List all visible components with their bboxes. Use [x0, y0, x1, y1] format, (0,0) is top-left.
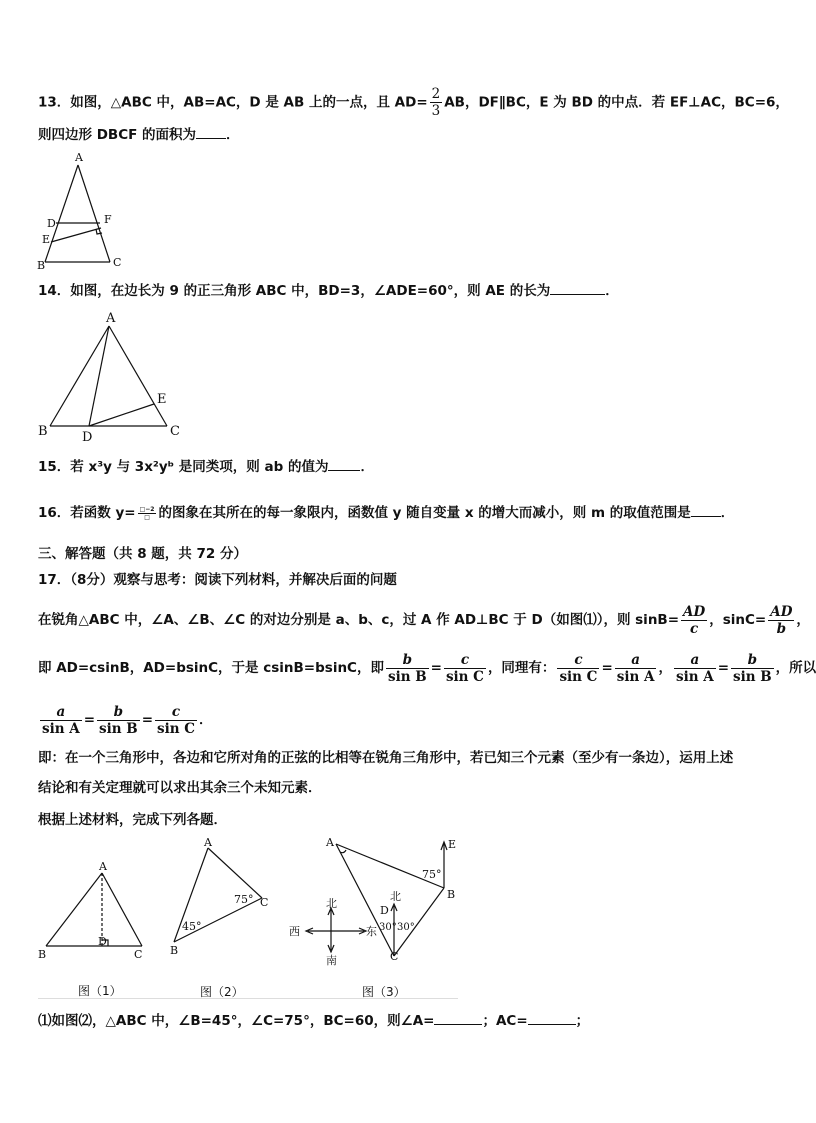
fig17-1-label-C: C [134, 948, 143, 961]
q13-fraction [430, 86, 443, 119]
q17-sub1-ac-blank[interactable] [528, 1010, 576, 1025]
period: ． [199, 712, 213, 728]
fig17-3-angle-B-75: 75° [422, 868, 442, 881]
fig13-triangle-diagram [30, 150, 140, 270]
fig14-label-B: B [38, 424, 48, 439]
fig17-3-angle-mark-A [340, 850, 346, 853]
equals: = [430, 660, 442, 676]
fig17-3-label-A: A [326, 836, 334, 849]
equals: = [141, 712, 153, 728]
q17-para3 [38, 702, 213, 738]
fig17-2-label-A: A [204, 836, 212, 849]
fig14-side-AC [109, 326, 167, 426]
q16-text-b: 的图象在其所在的每一象限内，函数值 y 随自变量 x 的增大而减小，则 m 的取值范围是 [158, 505, 691, 521]
q15-line [38, 456, 374, 477]
fig17-1-caption: 图（1） [78, 984, 122, 998]
frac-num: a [674, 652, 716, 669]
fig13-segment-EF [51, 228, 101, 242]
fig17-3-side-AC [336, 844, 394, 956]
q16-fraction [138, 506, 157, 521]
fig13-label-F: F [104, 213, 112, 226]
fig17-2-label-C: C [260, 896, 269, 909]
fig17-1-side-AC [102, 873, 142, 946]
fig13-label-D: D [47, 217, 56, 230]
q17-sub1-end: ； [575, 1013, 590, 1029]
frac-num: b [386, 652, 429, 669]
q17-p2-similarly: ，同理有： [487, 660, 556, 676]
q17-p1-text: 在锐角△ABC 中，∠A、∠B、∠C 的对边分别是 a、b、c，过 A 作 AD⊥BC 于 D（如图⑴），则 sinB= [38, 612, 680, 628]
frac-den: c [690, 620, 699, 637]
equals: = [717, 660, 729, 676]
q17-p2-frac6 [731, 652, 774, 685]
q17-p1-end: ， [796, 612, 810, 628]
frac-den: sin C [445, 668, 484, 685]
fig17-2-caption: 图（2） [200, 985, 244, 999]
frac-den: sin A [616, 668, 655, 685]
frac-den: sin B [733, 668, 772, 685]
fig17-1-label-D: D [98, 935, 107, 948]
frac-num: AD [770, 603, 793, 620]
fig14-side-AB [50, 326, 109, 426]
q13-line2 [38, 124, 240, 145]
q17-p2-frac3 [557, 652, 599, 685]
fig17-1-label-A: A [99, 860, 107, 873]
equals: = [83, 712, 96, 728]
fig14-label-C: C [170, 424, 180, 439]
q16-frac-den: □ [144, 513, 150, 521]
q17-para4: 即：在一个三角形中，各边和它所对角的正弦的比相等在锐角三角形中，若已知三个元素（至少有一条边），运用上述 [38, 750, 734, 766]
frac-num: b [97, 704, 140, 721]
q16-answer-blank[interactable] [691, 502, 721, 517]
q17-sub1-ac: ；AC= [482, 1013, 528, 1029]
q13-line1 [38, 86, 789, 119]
frac-num: c [155, 704, 197, 721]
fig17-3-angle-C-30-right: 30° [397, 922, 415, 933]
q14-end: ． [605, 283, 619, 299]
q15-answer-blank[interactable] [328, 456, 360, 471]
frac-den: sin A [42, 720, 80, 737]
fig17-3-north-label-C: 北 [390, 890, 401, 903]
fig14-label-A: A [106, 311, 116, 326]
equals: = [601, 660, 613, 676]
q17-p1-sinc: ，sinC= [709, 612, 767, 628]
frac-den: sin A [675, 668, 714, 685]
fig17-3-compass-north: 北 [326, 897, 337, 910]
q15-end: ． [360, 459, 374, 475]
fig17-2-angle-C-75: 75° [234, 893, 254, 906]
q16-line [38, 502, 734, 523]
q17-p2-frac4 [615, 652, 657, 685]
q17-p2-therefore: ，所以 [775, 660, 816, 676]
frac-num: a [40, 704, 82, 721]
fig17-1-diagram [36, 858, 156, 1003]
q17-sub1 [38, 1010, 589, 1031]
q16-frac-num: □−2 [139, 505, 155, 513]
section-3-heading: 三、解答题（共 8 题，共 72 分） [38, 546, 247, 562]
q17-para2 [38, 650, 816, 686]
fig17-3-diagram [284, 830, 464, 1005]
q17-sub1-text: ⑴如图⑵，△ABC 中，∠B=45°，∠C=75°，BC=60，则∠A= [38, 1013, 435, 1029]
q16-end: ． [720, 505, 735, 521]
fig17-3-angle-C-30-left: 30° [379, 922, 397, 933]
q13-question: 则四边形 DBCF 的面积为 [38, 127, 197, 143]
fig13-label-A: A [75, 151, 83, 164]
fig17-3-compass-west: 西 [289, 925, 300, 938]
fig17-3-compass-east: 东 [366, 925, 377, 938]
fig17-1-side-AB [46, 873, 102, 946]
q17-para1 [38, 602, 810, 638]
fig17-3-label-B: B [447, 888, 456, 901]
fig17-3-compass-south: 南 [326, 954, 337, 967]
frac-den: b [776, 620, 787, 637]
q17-p3-frac2 [97, 704, 140, 737]
frac-num: c [557, 652, 599, 669]
q13-answer-blank[interactable] [196, 124, 226, 139]
q17-p2-frac1 [386, 652, 429, 685]
q17-p2-frac5 [674, 652, 716, 685]
frac-den: sin B [387, 668, 427, 685]
frac-den: sin B [99, 720, 138, 737]
fig13-side-AB [45, 165, 78, 262]
fig14-segment-DE [89, 404, 154, 426]
frac-den: sin C [559, 668, 598, 685]
q17-para5: 结论和有关定理就可以求出其余三个未知元素． [38, 780, 322, 796]
q17-p3-frac3 [155, 704, 197, 737]
frac-num: b [731, 652, 774, 669]
fig17-2-angle-B-45: 45° [182, 920, 202, 933]
q17-p1-frac2 [768, 604, 794, 637]
q17-sub1-angleA-blank[interactable] [434, 1010, 482, 1025]
fig13-label-E: E [42, 233, 51, 246]
fig14-label-D: D [82, 430, 93, 445]
q14-answer-blank[interactable] [550, 280, 605, 295]
fig14-triangle-diagram [30, 308, 190, 443]
q14-question: 14．如图，在边长为 9 的正三角形 ABC 中，BD=3，∠ADE=60°，则 AE 的长为 [38, 283, 551, 299]
fig17-2-diagram [164, 836, 284, 1006]
fig17-3-label-C: C [390, 950, 399, 963]
fig17-3-caption: 图（3） [362, 985, 406, 999]
q17-para6: 根据上述材料，完成下列各题． [38, 812, 227, 828]
q16-text-a: 16．若函数 y= [38, 505, 136, 521]
q17-intro: 17．（8分）观察与思考：阅读下列材料，并解决后面的问题 [38, 572, 397, 588]
fig17-2-label-B: B [170, 944, 179, 957]
comma: ， [658, 660, 672, 676]
q13-end: ． [226, 127, 240, 143]
fig14-label-E: E [157, 392, 167, 407]
frac-num: a [615, 652, 657, 669]
q14-line [38, 280, 619, 301]
fig17-3-side-AB [336, 844, 444, 888]
q13-text-b: AB，DF∥BC，E 为 BD 的中点．若 EF⊥AC，BC=6， [444, 94, 789, 111]
fig14-segment-AD [89, 326, 109, 426]
q17-p2-text: 即 AD=csinB，AD=bsinC，于是 csinB=bsinC，即 [38, 660, 384, 676]
fig13-label-B: B [37, 259, 46, 272]
q17-p1-frac1 [681, 604, 707, 637]
fig13-label-C: C [113, 256, 122, 269]
fig17-2-side-AC [208, 848, 262, 898]
frac-den: sin C [157, 720, 195, 737]
q13-text-a: 13．如图，△ABC 中，AB=AC，D 是 AB 上的一点，且 AD= [38, 94, 428, 111]
fig17-1-label-B: B [38, 948, 47, 961]
frac-num: c [444, 652, 486, 669]
frac-num: AD [683, 603, 706, 620]
figures-baseline [38, 998, 458, 999]
q15-question: 15．若 x³y 与 3x²yᵇ 是同类项，则 ab 的值为 [38, 459, 329, 475]
q17-p3-frac1 [40, 704, 82, 737]
fig17-3-label-D: D [380, 904, 389, 917]
fig17-3-label-E: E [448, 838, 457, 851]
q17-p2-frac2 [444, 652, 486, 685]
q13-frac-den: 3 [431, 103, 441, 119]
q13-frac-num: 2 [431, 86, 441, 102]
